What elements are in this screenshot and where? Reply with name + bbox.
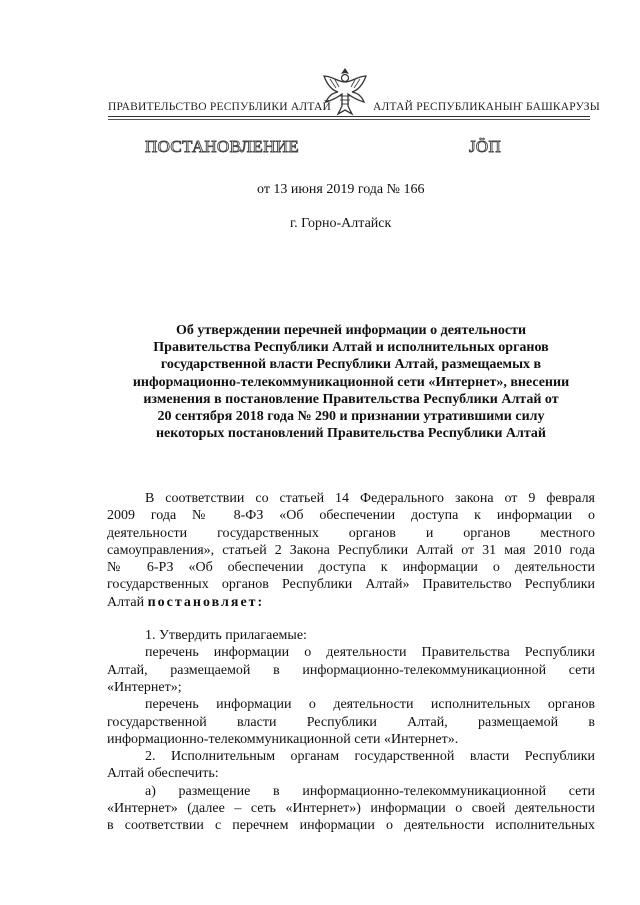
sub-item-a: «Интернет» (далее – сеть «Интернет») информации о своей деятельности [107,801,595,817]
header-rule-thin [108,119,590,120]
body-line: государственных органов Республики Алтай» Правительство Республики [107,577,595,593]
doc-type-label: ПОСТАНОВЛЕНИЕ [145,137,299,156]
header-left-org: ПРАВИТЕЛЬСТВО РЕСПУБЛИКИ АЛТАЙ [108,101,332,113]
item-1: 1. Утвердить прилагаемые: [145,628,307,644]
item-2-cont: Алтай обеспечить: [107,766,219,782]
list-item: перечень информации о деятельности Правительства Республики [145,645,595,661]
list-item: государственной власти Республики Алтай, размещаемой в [107,714,595,730]
sub-item-a: в соответствии с перечнем информации о деятельности исполнительных [107,818,595,834]
title-line: информационно-телекоммуникационной сети «Интернет», внесении [132,374,570,390]
title-line: некоторых постановлений Правительства Республики Алтай [155,426,546,442]
body-line: самоуправления», статьей 2 Закона Республики Алтай от 31 мая 2010 года [107,542,595,558]
list-item: Алтай, размещаемой в информационно-телекоммуникационной сети [107,662,595,678]
doc-city: г. Горно-Алтайск [290,216,392,231]
list-item: информационно-телекоммуникационной сети «Интернет». [107,731,459,747]
body-line: 2009 года № 8-ФЗ «Об обеспечении доступа к информации о [107,508,595,524]
title-line: 20 сентября 2018 года № 290 и признании утратившими силу [157,409,545,425]
list-item: перечень информации о деятельности исполнительных органов [145,697,595,713]
title-line: изменения в постановление Правительства Республики Алтай от [143,391,559,407]
sub-item-a: а) размещение в информационно-телекоммуникационной сети [145,783,595,799]
list-item: «Интернет»; [107,679,182,695]
header-right-org: АЛТАЙ РЕСПУБЛИКАНЫҤ БАШКАРУЗЫ [373,101,600,113]
body-line: № 6-РЗ «Об обеспечении доступа к информации о деятельности [107,560,595,576]
title-line: государственной власти Республики Алтай, размещаемых в [160,357,542,373]
doc-date-number: от 13 июня 2019 года № 166 [257,182,425,197]
doc-type-label-alt: ЈӦП [469,137,502,156]
document-body [107,490,595,835]
document-title [108,322,594,442]
title-line: Правительства Республики Алтай и исполнительных органов [153,340,549,356]
title-line: Об утверждении перечней информации о деятельности [175,323,527,338]
body-text: Алтай [107,594,148,610]
body-line: В соответствии со статьей 14 Федерального закона от 9 февраля [145,491,595,506]
body-line: деятельности государственных органов и органов местного [107,525,595,541]
header-rule [108,116,590,117]
item-2: 2. Исполнительным органам государственной власти Республики [145,749,595,765]
resolves-word: постановляет: [147,594,265,610]
body-line-resolves [107,594,595,611]
